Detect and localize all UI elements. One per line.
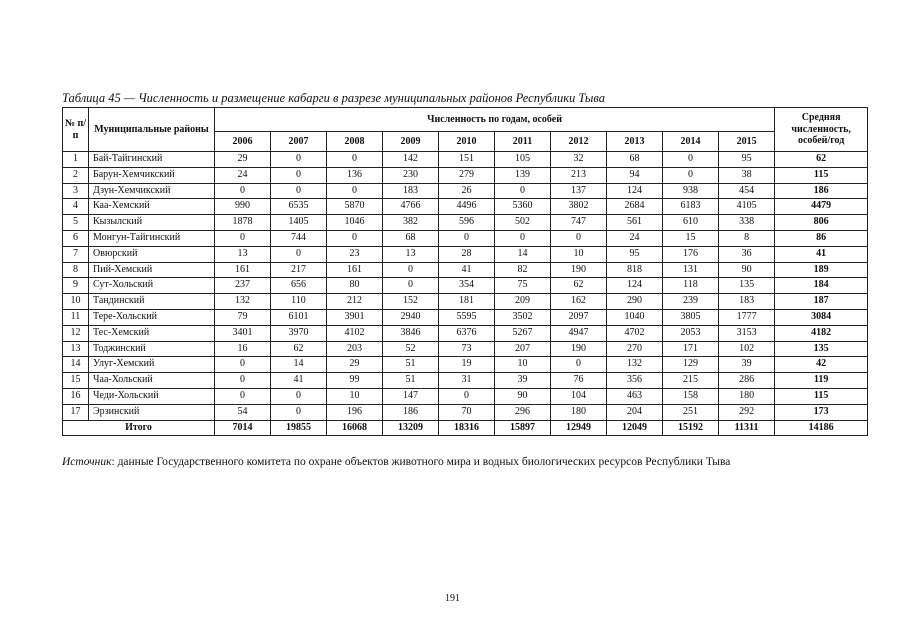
year-value: 0 [663, 152, 719, 168]
year-value: 39 [719, 357, 775, 373]
year-value: 0 [215, 357, 271, 373]
row-number: 15 [63, 373, 89, 389]
year-value: 68 [383, 230, 439, 246]
header-year: 2015 [719, 132, 775, 152]
source-text: : данные Государственного комитета по охране объектов животного мира и водных биологических ресурсов Республики Тыва [111, 456, 731, 468]
year-value: 656 [271, 278, 327, 294]
year-value: 4105 [719, 199, 775, 215]
population-table [62, 107, 868, 436]
year-value: 158 [663, 388, 719, 404]
year-value: 744 [271, 230, 327, 246]
district-name: Овюрский [89, 246, 215, 262]
average-value: 62 [775, 152, 868, 168]
year-value: 13 [215, 246, 271, 262]
year-value: 2684 [607, 199, 663, 215]
year-value: 463 [607, 388, 663, 404]
year-value: 561 [607, 215, 663, 231]
year-value: 0 [327, 230, 383, 246]
year-value: 1405 [271, 215, 327, 231]
year-value: 1046 [327, 215, 383, 231]
header-district: Муниципальные районы [89, 108, 215, 152]
total-year-value: 18316 [439, 420, 495, 436]
year-value: 279 [439, 167, 495, 183]
source-note [62, 456, 730, 468]
year-value: 5267 [495, 325, 551, 341]
year-value: 16 [215, 341, 271, 357]
header-year: 2011 [495, 132, 551, 152]
year-value: 239 [663, 294, 719, 310]
year-value: 990 [215, 199, 271, 215]
year-value: 3153 [719, 325, 775, 341]
year-value: 29 [215, 152, 271, 168]
district-name: Пий-Хемский [89, 262, 215, 278]
year-value: 190 [551, 341, 607, 357]
average-value: 3084 [775, 309, 868, 325]
year-value: 4947 [551, 325, 607, 341]
year-value: 180 [719, 388, 775, 404]
year-value: 356 [607, 373, 663, 389]
total-year-value: 16068 [327, 420, 383, 436]
table-row [63, 230, 868, 246]
total-year-value: 12049 [607, 420, 663, 436]
average-value: 119 [775, 373, 868, 389]
year-value: 204 [607, 404, 663, 420]
district-name: Чаа-Хольский [89, 373, 215, 389]
year-value: 4102 [327, 325, 383, 341]
table-row [63, 325, 868, 341]
district-name: Барун-Хемчикский [89, 167, 215, 183]
year-value: 124 [607, 278, 663, 294]
year-value: 354 [439, 278, 495, 294]
year-value: 0 [495, 230, 551, 246]
year-value: 0 [551, 230, 607, 246]
year-value: 6376 [439, 325, 495, 341]
average-value: 4479 [775, 199, 868, 215]
year-value: 382 [383, 215, 439, 231]
table-row [63, 246, 868, 262]
year-value: 14 [495, 246, 551, 262]
year-value: 79 [215, 309, 271, 325]
average-value: 135 [775, 341, 868, 357]
year-value: 94 [607, 167, 663, 183]
average-value: 115 [775, 167, 868, 183]
row-number: 14 [63, 357, 89, 373]
year-value: 4496 [439, 199, 495, 215]
year-value: 62 [271, 341, 327, 357]
page-number: 191 [445, 593, 460, 604]
average-value: 42 [775, 357, 868, 373]
year-value: 13 [383, 246, 439, 262]
district-name: Тес-Хемский [89, 325, 215, 341]
year-value: 1040 [607, 309, 663, 325]
year-value: 14 [271, 357, 327, 373]
row-number: 6 [63, 230, 89, 246]
year-value: 0 [271, 167, 327, 183]
average-value: 115 [775, 388, 868, 404]
year-value: 5595 [439, 309, 495, 325]
year-value: 203 [327, 341, 383, 357]
average-value: 173 [775, 404, 868, 420]
year-value: 292 [719, 404, 775, 420]
table-row [63, 262, 868, 278]
year-value: 32 [551, 152, 607, 168]
year-value: 5870 [327, 199, 383, 215]
year-value: 290 [607, 294, 663, 310]
header-year: 2010 [439, 132, 495, 152]
year-value: 6101 [271, 309, 327, 325]
year-value: 207 [495, 341, 551, 357]
year-value: 124 [607, 183, 663, 199]
year-value: 3805 [663, 309, 719, 325]
year-value: 3401 [215, 325, 271, 341]
year-value: 0 [383, 278, 439, 294]
year-value: 0 [439, 230, 495, 246]
district-name: Тоджинский [89, 341, 215, 357]
district-name: Улуг-Хемский [89, 357, 215, 373]
year-value: 102 [719, 341, 775, 357]
header-num: № п/п [63, 108, 89, 152]
year-value: 213 [551, 167, 607, 183]
row-number: 8 [63, 262, 89, 278]
year-value: 0 [215, 183, 271, 199]
year-value: 41 [271, 373, 327, 389]
table-header [63, 108, 868, 152]
year-value: 180 [551, 404, 607, 420]
year-value: 62 [551, 278, 607, 294]
year-value: 161 [215, 262, 271, 278]
year-value: 4766 [383, 199, 439, 215]
year-value: 338 [719, 215, 775, 231]
year-value: 190 [551, 262, 607, 278]
year-value: 0 [271, 183, 327, 199]
total-year-value: 15897 [495, 420, 551, 436]
district-name: Бай-Тайгинский [89, 152, 215, 168]
table-row [63, 167, 868, 183]
year-value: 51 [383, 357, 439, 373]
header-year: 2008 [327, 132, 383, 152]
year-value: 196 [327, 404, 383, 420]
year-value: 23 [327, 246, 383, 262]
year-value: 0 [271, 388, 327, 404]
table-row [63, 404, 868, 420]
row-number: 10 [63, 294, 89, 310]
average-value: 4182 [775, 325, 868, 341]
year-value: 454 [719, 183, 775, 199]
year-value: 0 [271, 152, 327, 168]
year-value: 10 [327, 388, 383, 404]
average-value: 86 [775, 230, 868, 246]
year-value: 286 [719, 373, 775, 389]
year-value: 0 [215, 230, 271, 246]
row-number: 9 [63, 278, 89, 294]
year-value: 0 [663, 167, 719, 183]
table-row [63, 309, 868, 325]
header-year: 2009 [383, 132, 439, 152]
year-value: 171 [663, 341, 719, 357]
year-value: 10 [551, 246, 607, 262]
year-value: 181 [439, 294, 495, 310]
year-value: 183 [383, 183, 439, 199]
table-row [63, 357, 868, 373]
district-name: Сут-Хольский [89, 278, 215, 294]
row-number: 2 [63, 167, 89, 183]
year-value: 4702 [607, 325, 663, 341]
year-value: 183 [719, 294, 775, 310]
year-value: 938 [663, 183, 719, 199]
total-year-value: 12949 [551, 420, 607, 436]
year-value: 176 [663, 246, 719, 262]
year-value: 136 [327, 167, 383, 183]
year-value: 270 [607, 341, 663, 357]
year-value: 39 [495, 373, 551, 389]
year-value: 0 [551, 357, 607, 373]
district-name: Тандинский [89, 294, 215, 310]
district-name: Тере-Хольский [89, 309, 215, 325]
row-number: 3 [63, 183, 89, 199]
year-value: 51 [383, 373, 439, 389]
year-value: 596 [439, 215, 495, 231]
year-value: 212 [327, 294, 383, 310]
header-average: Средняя численность, особей/год [775, 108, 868, 152]
row-number: 1 [63, 152, 89, 168]
year-value: 147 [383, 388, 439, 404]
year-value: 131 [663, 262, 719, 278]
total-year-value: 7014 [215, 420, 271, 436]
source-label: Источник [62, 456, 112, 468]
table-row [63, 152, 868, 168]
average-value: 187 [775, 294, 868, 310]
total-average: 14186 [775, 420, 868, 436]
year-value: 6535 [271, 199, 327, 215]
year-value: 19 [439, 357, 495, 373]
average-value: 806 [775, 215, 868, 231]
total-row [63, 420, 868, 436]
year-value: 5360 [495, 199, 551, 215]
year-value: 1878 [215, 215, 271, 231]
year-value: 1777 [719, 309, 775, 325]
total-year-value: 11311 [719, 420, 775, 436]
year-value: 68 [607, 152, 663, 168]
year-value: 186 [383, 404, 439, 420]
year-value: 76 [551, 373, 607, 389]
year-value: 6183 [663, 199, 719, 215]
total-year-value: 19855 [271, 420, 327, 436]
year-value: 3846 [383, 325, 439, 341]
year-value: 15 [663, 230, 719, 246]
year-value: 152 [383, 294, 439, 310]
table-row [63, 388, 868, 404]
year-value: 0 [383, 262, 439, 278]
year-value: 0 [271, 404, 327, 420]
year-value: 3970 [271, 325, 327, 341]
year-value: 110 [271, 294, 327, 310]
year-value: 132 [607, 357, 663, 373]
year-value: 0 [215, 388, 271, 404]
year-value: 137 [551, 183, 607, 199]
year-value: 0 [495, 183, 551, 199]
year-value: 2940 [383, 309, 439, 325]
year-value: 82 [495, 262, 551, 278]
row-number: 13 [63, 341, 89, 357]
table-row [63, 215, 868, 231]
district-name: Каа-Хемский [89, 199, 215, 215]
year-value: 31 [439, 373, 495, 389]
year-value: 132 [215, 294, 271, 310]
year-value: 161 [327, 262, 383, 278]
header-year: 2013 [607, 132, 663, 152]
row-number: 5 [63, 215, 89, 231]
average-value: 41 [775, 246, 868, 262]
district-name: Эрзинский [89, 404, 215, 420]
total-year-value: 15192 [663, 420, 719, 436]
year-value: 29 [327, 357, 383, 373]
table-row [63, 199, 868, 215]
year-value: 26 [439, 183, 495, 199]
year-value: 38 [719, 167, 775, 183]
year-value: 3901 [327, 309, 383, 325]
district-name: Чеди-Хольский [89, 388, 215, 404]
year-value: 610 [663, 215, 719, 231]
year-value: 0 [327, 183, 383, 199]
year-value: 747 [551, 215, 607, 231]
year-value: 24 [215, 167, 271, 183]
total-year-value: 13209 [383, 420, 439, 436]
header-years-group: Численность по годам, особей [215, 108, 775, 132]
district-name: Монгун-Тайгинский [89, 230, 215, 246]
year-value: 36 [719, 246, 775, 262]
year-value: 70 [439, 404, 495, 420]
year-value: 162 [551, 294, 607, 310]
total-label: Итого [63, 420, 215, 436]
year-value: 75 [495, 278, 551, 294]
year-value: 24 [607, 230, 663, 246]
year-value: 99 [327, 373, 383, 389]
year-value: 129 [663, 357, 719, 373]
year-value: 80 [327, 278, 383, 294]
year-value: 151 [439, 152, 495, 168]
year-value: 0 [439, 388, 495, 404]
year-value: 215 [663, 373, 719, 389]
year-value: 142 [383, 152, 439, 168]
year-value: 3502 [495, 309, 551, 325]
year-value: 0 [271, 246, 327, 262]
table-caption: Таблица 45 — Численность и размещение кабарги в разрезе муниципальных районов Республики Тыва [62, 91, 605, 105]
year-value: 95 [607, 246, 663, 262]
year-value: 73 [439, 341, 495, 357]
year-value: 251 [663, 404, 719, 420]
year-value: 90 [495, 388, 551, 404]
year-value: 3802 [551, 199, 607, 215]
year-value: 2053 [663, 325, 719, 341]
year-value: 0 [327, 152, 383, 168]
average-value: 186 [775, 183, 868, 199]
district-name: Дзун-Хемчикский [89, 183, 215, 199]
year-value: 0 [215, 373, 271, 389]
year-value: 139 [495, 167, 551, 183]
year-value: 2097 [551, 309, 607, 325]
table-row [63, 341, 868, 357]
row-number: 4 [63, 199, 89, 215]
row-number: 17 [63, 404, 89, 420]
year-value: 502 [495, 215, 551, 231]
year-value: 135 [719, 278, 775, 294]
table-row [63, 294, 868, 310]
table-row [63, 183, 868, 199]
year-value: 52 [383, 341, 439, 357]
table-row [63, 373, 868, 389]
table-row [63, 278, 868, 294]
year-value: 90 [719, 262, 775, 278]
row-number: 7 [63, 246, 89, 262]
year-value: 105 [495, 152, 551, 168]
header-year: 2007 [271, 132, 327, 152]
year-value: 217 [271, 262, 327, 278]
year-value: 230 [383, 167, 439, 183]
average-value: 184 [775, 278, 868, 294]
year-value: 28 [439, 246, 495, 262]
row-number: 12 [63, 325, 89, 341]
year-value: 8 [719, 230, 775, 246]
year-value: 10 [495, 357, 551, 373]
table-body [63, 152, 868, 436]
year-value: 41 [439, 262, 495, 278]
year-value: 818 [607, 262, 663, 278]
year-value: 296 [495, 404, 551, 420]
average-value: 189 [775, 262, 868, 278]
year-value: 104 [551, 388, 607, 404]
district-name: Кызылский [89, 215, 215, 231]
header-year: 2006 [215, 132, 271, 152]
year-value: 95 [719, 152, 775, 168]
header-year: 2012 [551, 132, 607, 152]
year-value: 118 [663, 278, 719, 294]
row-number: 11 [63, 309, 89, 325]
row-number: 16 [63, 388, 89, 404]
year-value: 237 [215, 278, 271, 294]
year-value: 54 [215, 404, 271, 420]
header-year: 2014 [663, 132, 719, 152]
year-value: 209 [495, 294, 551, 310]
